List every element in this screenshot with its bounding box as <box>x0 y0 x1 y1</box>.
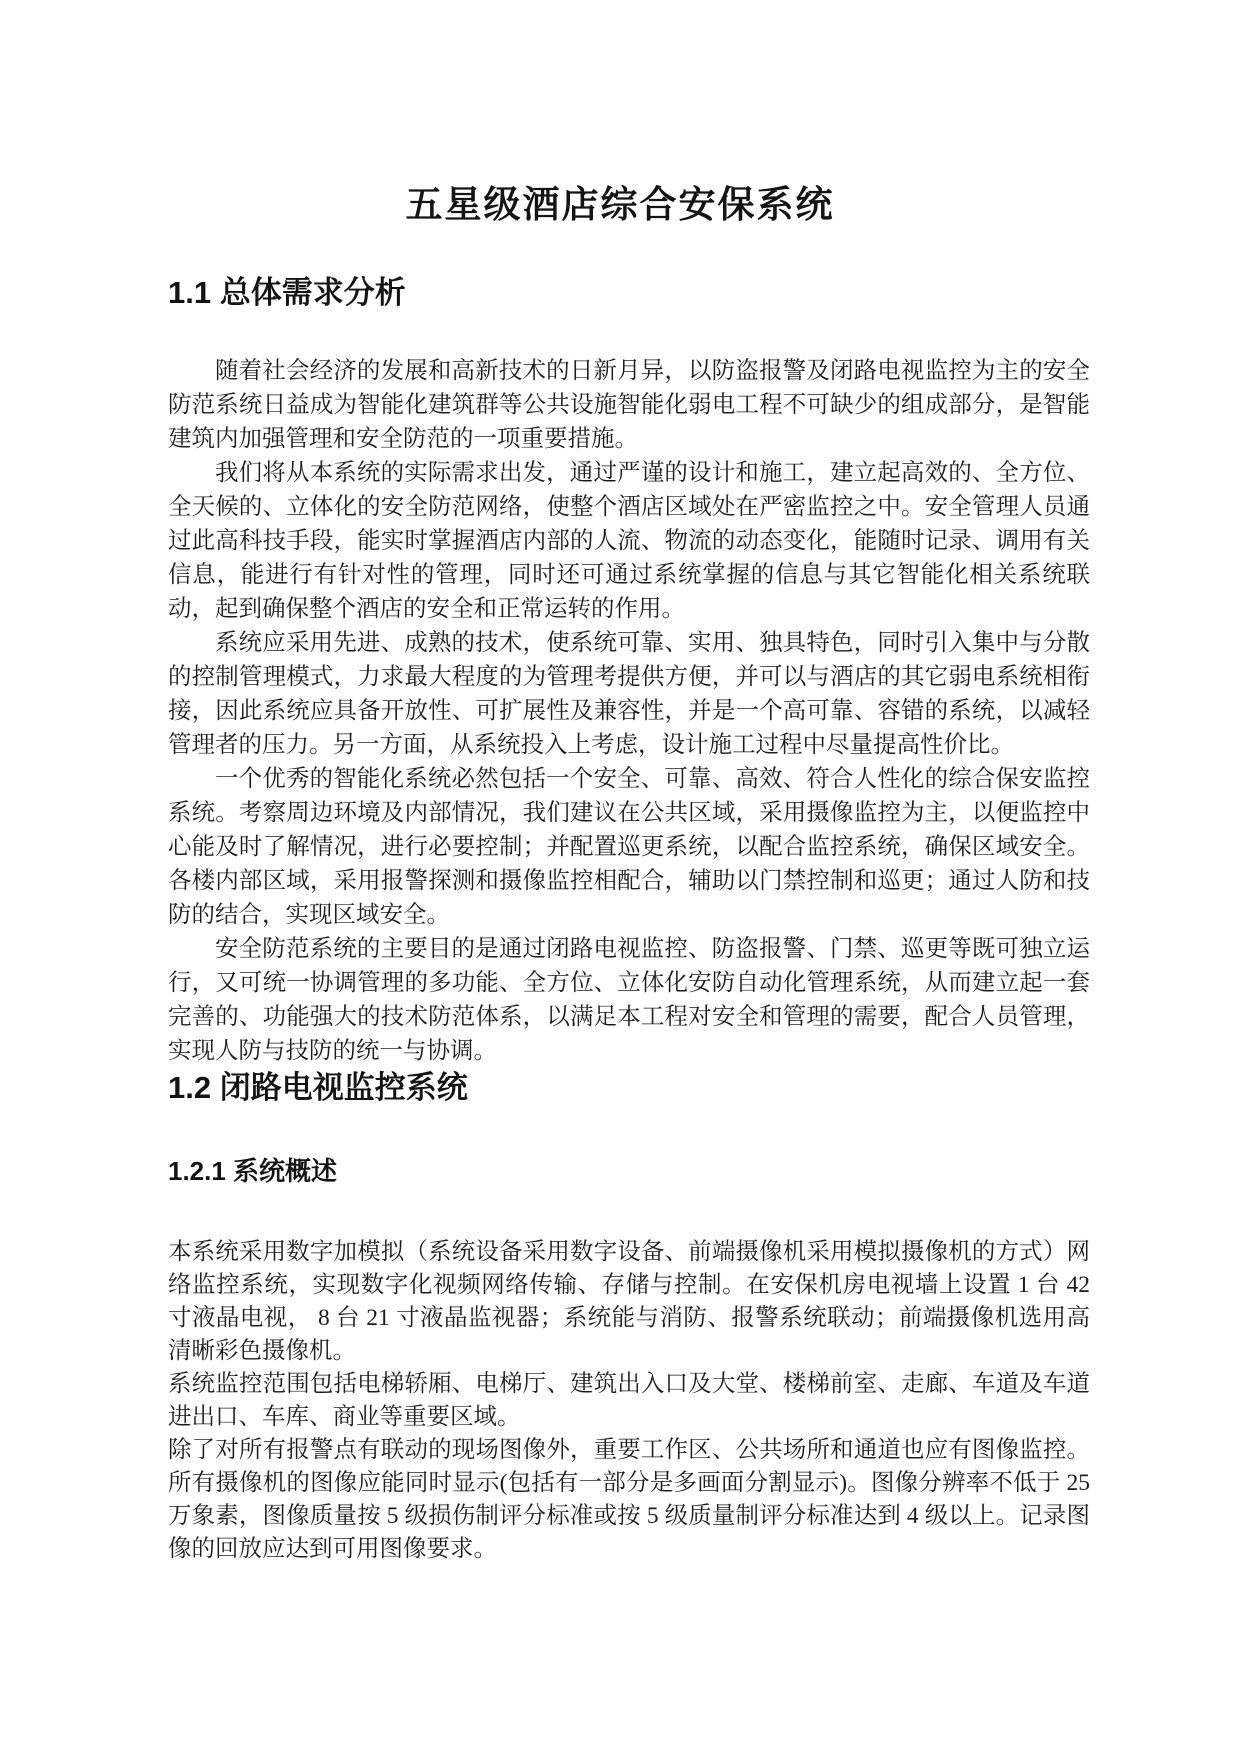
section-heading-1-2: 1.2 闭路电视监控系统 <box>168 1070 468 1105</box>
paragraph: 我们将从本系统的实际需求出发，通过严谨的设计和施工，建立起高效的、全方位、全天候的、立体化的安全防范网络，使整个酒店区域处在严密监控之中。安全管理人员通过此高科技手段，能实时掌握酒店内部的人流、物流的动态变化，能随时记录、调用有关信息，能进行有针对性的管理，同时还可通过系统掌握的信息与其它智能化相关系统联动，起到确保整个酒店的安全和正常运转的作用。 <box>168 460 1090 622</box>
paragraph: 随着社会经济的发展和高新技术的日新月异，以防盗报警及闭路电视监控为主的安全防范系统日益成为智能化建筑群等公共设施智能化弱电工程不可缺少的组成部分，是智能建筑内加强管理和安全防范的一项重要措施。 <box>168 358 1090 452</box>
paragraph: 本系统采用数字加模拟（系统设备采用数字设备、前端摄像机采用模拟摄像机的方式）网络监控系统，实现数字化视频网络传输、存储与控制。在安保机房电视墙上设置 1 台 42 寸液晶电视， 8 台 21 寸液晶监视器；系统能与消防、报警系统联动；前端摄像机选用高清晰彩色摄像机。 <box>168 1239 1090 1364</box>
paragraph: 安全防范系统的主要目的是通过闭路电视监控、防盗报警、门禁、巡更等既可独立运行，又可统一协调管理的多功能、全方位、立体化安防自动化管理系统，从而建立起一套完善的、功能强大的技术防范体系，以满足本工程对安全和管理的需要，配合人员管理，实现人防与技防的统一与协调。 <box>168 936 1090 1064</box>
section-heading-1-1: 1.1 总体需求分析 <box>168 275 406 310</box>
section-1-2-1-body <box>168 1236 1090 1566</box>
paragraph: 一个优秀的智能化系统必然包括一个安全、可靠、高效、符合人性化的综合保安监控系统。考察周边环境及内部情况，我们建议在公共区域，采用摄像监控为主，以便监控中心能及时了解情况，进行必要控制；并配置巡更系统，以配合监控系统，确保区域安全。各楼内部区域，采用报警探测和摄像监控相配合，辅助以门禁控制和巡更；通过人防和技防的结合，实现区域安全。 <box>168 766 1090 928</box>
paragraph: 除了对所有报警点有联动的现场图像外，重要工作区、公共场所和通道也应有图像监控。所有摄像机的图像应能同时显示(包括有一部分是多画面分割显示)。图像分辨率不低于 25 万象素，图像质量按 5 级损伤制评分标准或按 5 级质量制评分标准达到 4 级以上。记录图像的回放应达到可用图像要求。 <box>168 1437 1090 1562</box>
paragraph: 系统应采用先进、成熟的技术，使系统可靠、实用、独具特色，同时引入集中与分散的控制管理模式，力求最大程度的为管理考提供方便，并可以与酒店的其它弱电系统相衔接，因此系统应具备开放性、可扩展性及兼容性，并是一个高可靠、容错的系统，以减轻管理者的压力。另一方面，从系统投入上考虑，设计施工过程中尽量提高性价比。 <box>168 630 1090 758</box>
paragraph: 系统监控范围包括电梯轿厢、电梯厅、建筑出入口及大堂、楼梯前室、走廊、车道及车道进出口、车库、商业等重要区域。 <box>168 1371 1090 1430</box>
section-1-1-body <box>168 354 1090 1068</box>
subsection-heading-1-2-1: 1.2.1 系统概述 <box>168 1156 338 1186</box>
document-title: 五星级酒店综合安保系统 <box>405 185 835 226</box>
